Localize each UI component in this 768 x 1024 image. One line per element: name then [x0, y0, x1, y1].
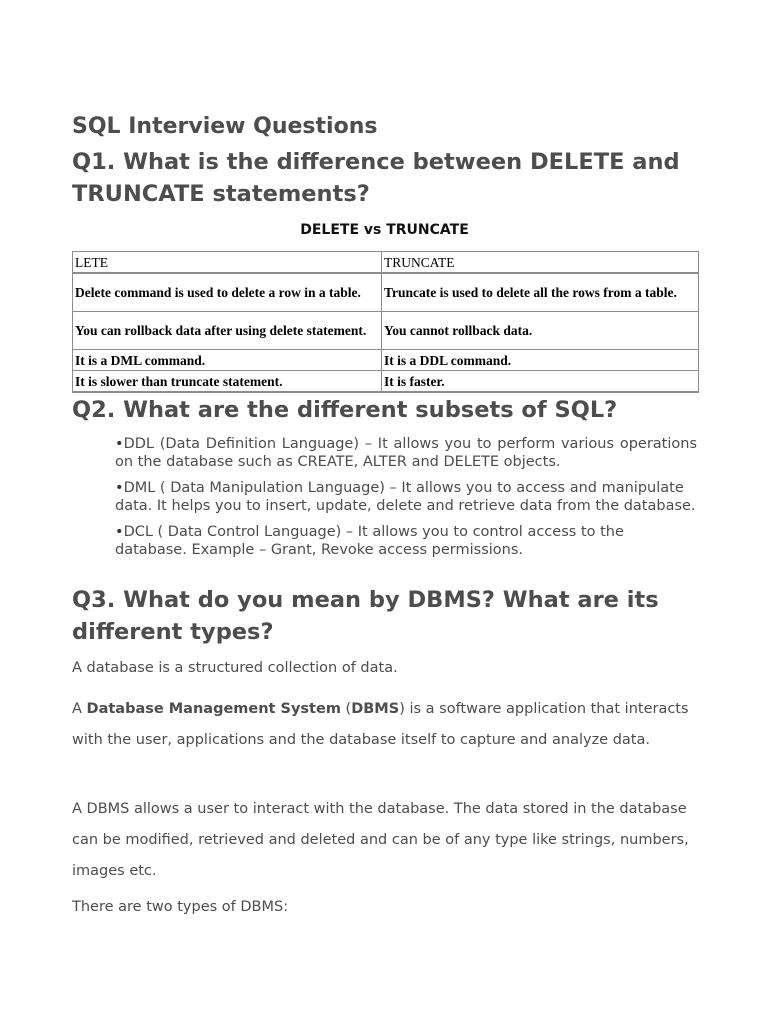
question-1-heading: Q1. What is the difference between DELETE and TRUNCATE statements?	[72, 149, 680, 207]
table-row	[73, 312, 699, 350]
bold-abbreviation: DBMS	[351, 701, 400, 717]
sql-subsets-list	[115, 435, 697, 567]
document-title: SQL Interview Questions	[72, 114, 378, 139]
table-cell: It is slower than truncate statement.	[73, 371, 382, 393]
paragraph: A DBMS allows a user to interact with the database. The data stored in the database can be modified, retrieved and deleted and can be of any type like strings, numbers, images etc.	[72, 801, 689, 879]
bold-term: Database Management System	[86, 701, 341, 717]
table-cell: It is faster.	[382, 371, 699, 393]
table-cell: Delete command is used to delete a row in a table.	[73, 273, 382, 312]
bullet-icon: •	[115, 436, 124, 452]
bullet-icon: •	[115, 480, 124, 496]
delete-vs-truncate-table	[72, 251, 699, 393]
question-3-heading: Q3. What do you mean by DBMS? What are its different types?	[72, 587, 659, 645]
text-fragment: (	[340, 701, 352, 717]
list-item	[115, 435, 697, 471]
table-row	[73, 273, 699, 312]
list-item-text: DML ( Data Manipulation Language) – It allows you to access and manipulate data. It helps you to insert, update, delete and retrieve data from the database.	[115, 480, 696, 514]
table-cell: You can rollback data after using delete statement.	[73, 312, 382, 350]
list-item	[115, 479, 697, 515]
table-row	[73, 371, 699, 393]
paragraph-dbms-definition	[72, 694, 697, 756]
list-item	[115, 523, 697, 559]
list-item-text: DDL (Data Definition Language) – It allows you to perform various operations on the database such as CREATE, ALTER and DELETE objects.	[115, 436, 697, 470]
table-header-cell-delete: LETE	[73, 252, 382, 274]
text-fragment: A	[72, 701, 87, 717]
table-row	[73, 350, 699, 371]
table-cell: Truncate is used to delete all the rows from a table.	[382, 273, 699, 312]
bullet-icon: •	[115, 524, 124, 540]
question-2-heading: Q2. What are the different subsets of SQL?	[72, 397, 618, 423]
table-cell: It is a DDL command.	[382, 350, 699, 371]
table-cell: It is a DML command.	[73, 350, 382, 371]
table-caption: DELETE vs TRUNCATE	[300, 222, 469, 238]
table-header-cell-truncate: TRUNCATE	[382, 252, 699, 274]
table-cell: You cannot rollback data.	[382, 312, 699, 350]
list-item-text: DCL ( Data Control Language) – It allows you to control access to the database. Example – Grant, Revoke access permissions.	[115, 524, 624, 558]
paragraph: There are two types of DBMS:	[72, 899, 289, 915]
paragraph: A database is a structured collection of data.	[72, 660, 398, 676]
text-fragment: ) is a software application that interacts with the user, applications and the database itself to capture and analyze data.	[72, 701, 689, 748]
table-header-row	[73, 252, 699, 274]
